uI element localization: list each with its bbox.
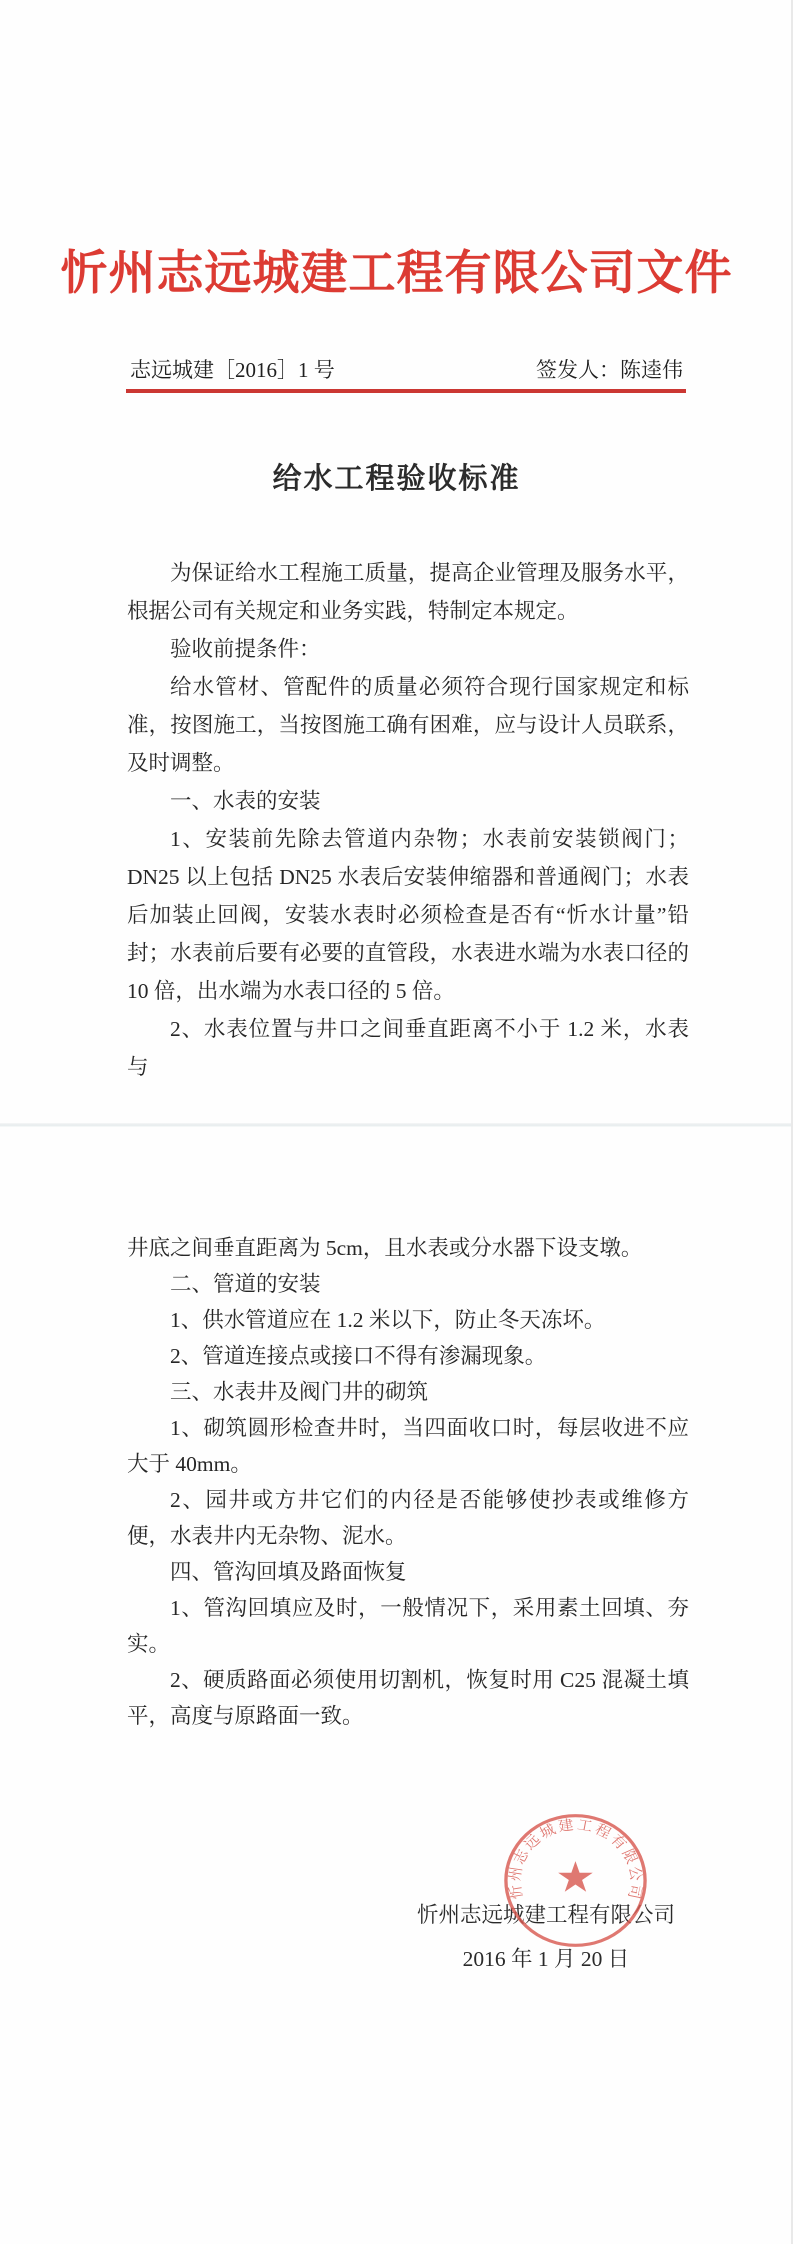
paragraph: 2、园井或方井它们的内径是否能够使抄表或维修方便，水表井内无杂物、泥水。 [127, 1488, 689, 1548]
document-number-row [130, 354, 683, 384]
red-divider-rule [126, 389, 686, 393]
paragraph: 2、管道连接点或接口不得有渗漏现象。 [170, 1344, 547, 1368]
signer [536, 354, 683, 384]
paragraph: 三、水表井及阀门井的砌筑 [170, 1380, 429, 1404]
paragraph: 一、水表的安装 [170, 789, 321, 813]
seal-arc-text: 忻州志远城建工程有限公司 [507, 1817, 644, 1903]
paragraph: 为保证给水工程施工质量，提高企业管理及服务水平，根据公司有关规定和业务实践，特制定本规定。 [127, 561, 689, 623]
document-header-title: 忻州志远城建工程有限公司文件 [60, 248, 733, 300]
document-title: 给水工程验收标准 [272, 463, 521, 495]
paragraph: 1、砌筑圆形检查井时，当四面收口时，每层收进不应大于 40mm。 [127, 1416, 689, 1476]
document-number: 志远城建［2016］1 号 [130, 358, 335, 382]
paragraph: 1、安装前先除去管道内杂物；水表前安装锁阀门；DN25 以上包括 DN25 水表后安装伸缩器和普通阀门；水表后加装止回阀，安装水表时必须检查是否有“忻水计量”铅封；水表前后要有必要的直管段，水表进水端为水表口径的 10 倍，出水端为水表口径的 5 倍。 [127, 827, 689, 1003]
page2-body [127, 1230, 689, 1734]
signer-label: 签发人： [536, 358, 620, 382]
signature-company-name: 忻州志远城建工程有限公司 [416, 1903, 675, 1927]
paragraph: 二、管道的安装 [170, 1272, 321, 1296]
paragraph: 1、管沟回填应及时，一般情况下，采用素土回填、夯实。 [127, 1596, 689, 1656]
paragraph: 2、水表位置与井口之间垂直距离不小于 1.2 米，水表与 [127, 1017, 689, 1079]
svg-text:忻州志远城建工程有限公司 [505, 1817, 645, 1903]
page-break-line [0, 1123, 793, 1127]
paragraph: 验收前提条件： [170, 637, 321, 661]
paragraph: 给水管材、管配件的质量必须符合现行国家规定和标准，按图施工，当按图施工确有困难，应与设计人员联系，及时调整。 [127, 675, 689, 775]
seal-star-icon: ★ [555, 1854, 596, 1902]
paragraph: 2、硬质路面必须使用切割机，恢复时用 C25 混凝土填平，高度与原路面一致。 [127, 1668, 689, 1728]
signature-block [416, 1898, 676, 1973]
signer-name: 陈逵伟 [620, 358, 683, 382]
paragraph: 1、供水管道应在 1.2 米以下，防止冬天冻坏。 [170, 1308, 606, 1332]
paragraph: 四、管沟回填及路面恢复 [170, 1560, 407, 1584]
page1-body [127, 554, 689, 1086]
signature-date: 2016 年 1 月 20 日 [462, 1947, 630, 1971]
paragraph: 井底之间垂直距离为 5cm，且水表或分水器下设支墩。 [127, 1236, 643, 1260]
